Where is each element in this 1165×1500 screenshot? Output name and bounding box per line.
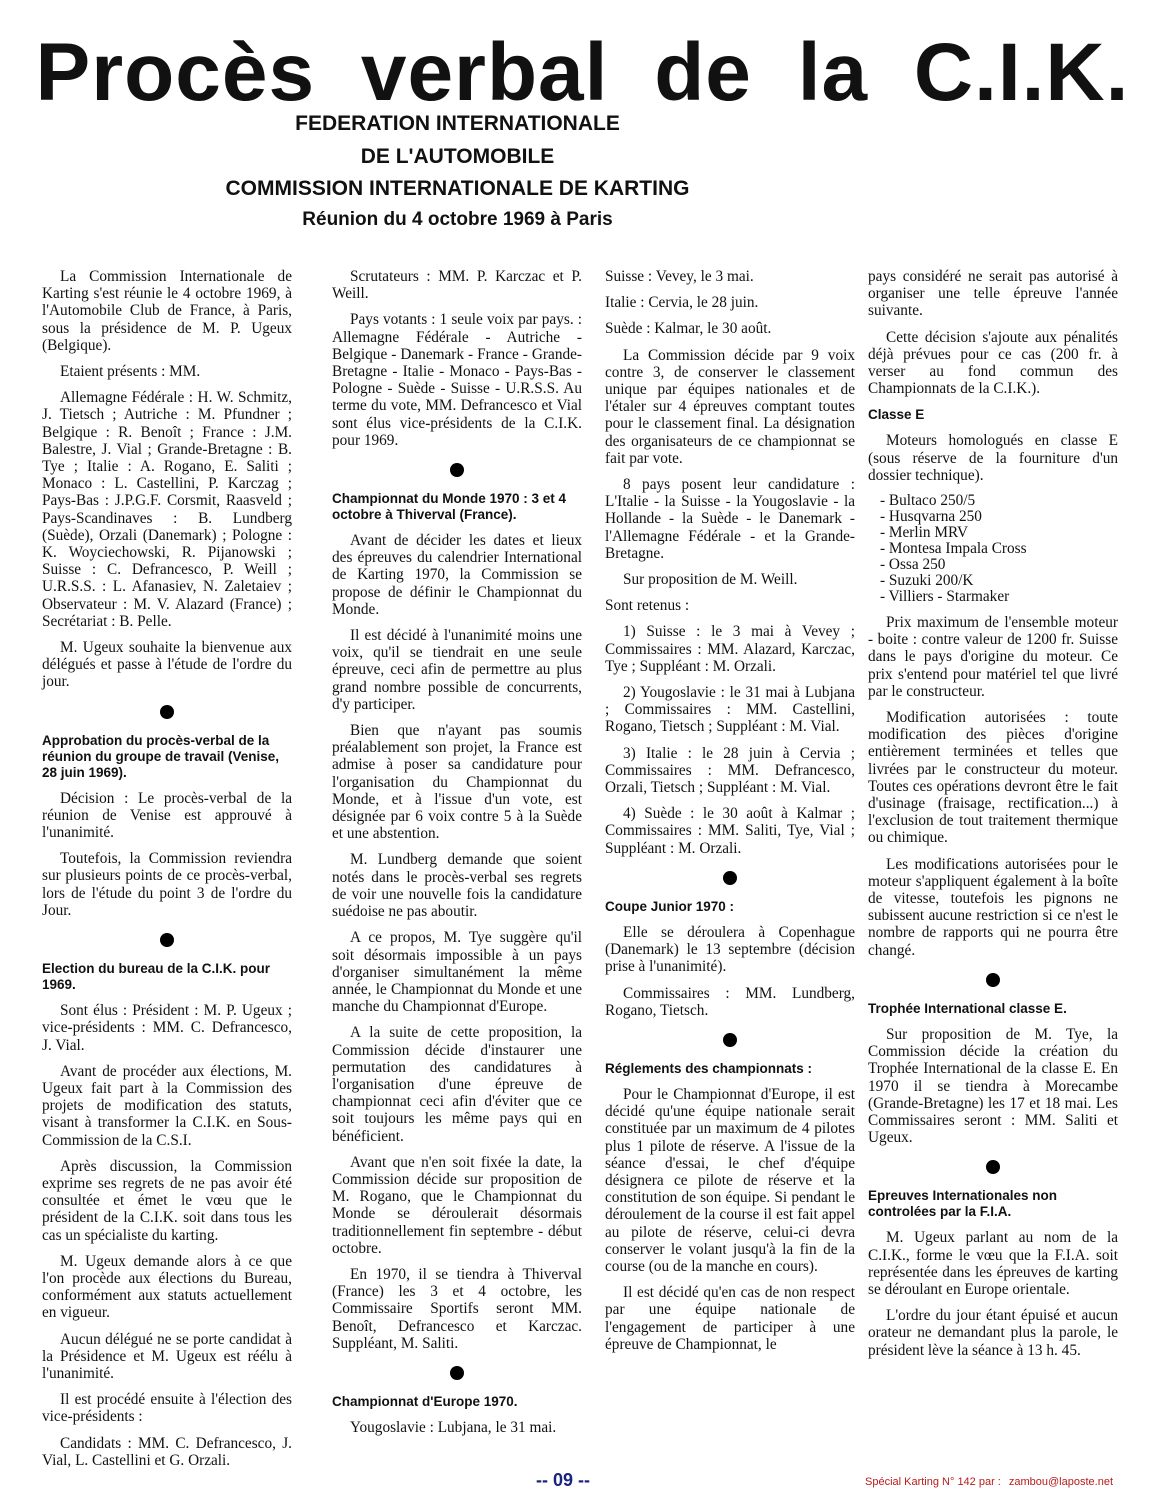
list-item: - Villiers - Starmaker xyxy=(880,588,1010,606)
paragraph: Candidats : MM. C. Defrancesco, J. Vial, L. Castellini et G. Orzali. xyxy=(42,1434,292,1469)
bullet-separator xyxy=(723,1033,737,1047)
paragraph: 4) Suède : le 30 août à Kalmar ; Commissaires : MM. Saliti, Tye, Vial ; Suppléant : M. Orzali. xyxy=(605,805,855,857)
paragraph: 8 pays posent leur candidature : L'Italie - la Suisse - la Yougoslavie - la Hollande - la Suède - le Danemark - l'Allemagne Fédérale - et la Grande-Bretagne. xyxy=(605,476,855,562)
paragraph: Moteurs homologués en classe E (sous réserve de la fourniture d'un dossier technique). xyxy=(868,432,1118,484)
list-item: - Merlin MRV xyxy=(880,524,969,542)
paragraph: Cette décision s'ajoute aux pénalités déjà prévues pour ce cas (200 fr. à verser au fond commun des Championnats de la C.I.K.). xyxy=(868,328,1118,398)
paragraph: Bien que n'ayant pas soumis préalablement son projet, la France est admise à poser sa candidature pour l'organisation du Championnat du Monde, et à l'issue d'un vote, est désignée par 6 voix contre 5 à la Suède et une abstention. xyxy=(332,722,582,843)
paragraph: Prix maximum de l'ensemble moteur - boite : contre valeur de 1200 fr. Suisse dans le pays d'origine du moteur. Ce prix s'entend pour matériel tel que livré par le constructeur. xyxy=(868,614,1118,700)
paragraph: L'ordre du jour étant épuisé et aucun orateur ne demandant plus la parole, le président lève la séance à 13 h. 45. xyxy=(868,1307,1118,1359)
credit-email: zambou@laposte.net xyxy=(1008,1476,1113,1488)
page-number: -- 09 -- xyxy=(536,1470,590,1490)
paragraph: La Commission Internationale de Karting s'est réunie le 4 octobre 1969, à l'Automobile Club de France, à Paris, sous la présidence de M. P. Ugeux (Belgique). xyxy=(42,268,292,354)
paragraph: Toutefois, la Commission reviendra sur plusieurs points de ce procès-verbal, lors de l'étude du point 3 de l'ordre du Jour. xyxy=(42,850,292,919)
section-heading: Trophée International classe E. xyxy=(868,1000,1067,1016)
paragraph: M. Ugeux souhaite la bienvenue aux délégués et passe à l'étude de l'ordre du jour. xyxy=(42,639,292,691)
column-2 xyxy=(332,268,582,1445)
paragraph: Sont élus : Président : M. P. Ugeux ; vice-présidents : MM. C. Defrancesco, J. Vial. xyxy=(42,1002,292,1054)
calendar-line: Suisse : Vevey, le 3 mai. xyxy=(605,268,754,285)
column-1 xyxy=(42,268,292,1478)
section-heading: Coupe Junior 1970 : xyxy=(605,898,735,914)
paragraph: Allemagne Fédérale : H. W. Schmitz, J. Tietsch ; Autriche : M. Pfundner ; Belgique : R. Benoît ; France : J.M. Balestre, J. Vial ; Grande-Bretagne : B. Tye ; Italie : A. Rogano, E. Saliti ; Monaco : L. Castellini, P. Karczag ; Pays-Bas : J.P.G.F. Corsmit, Raasveld ; Pays-Scandinaves : B. Lundberg (Suède), Orzali (Danemark) ; Pologne : K. Woyciechowski, R. Pijanowski ; Suisse : C. Defrancesco, P. Weill ; U.R.S.S. : L. Afanasiev, N. Zaletaiev ; Observateur : M. V. Alazard (France) ; Secrétariat : B. Pelle. xyxy=(42,389,292,630)
section-heading: Réglements des championnats : xyxy=(605,1060,813,1076)
paragraph: Sur proposition de M. Tye, la Commission décide la création du Trophée International de la classe E. En 1970 il se tiendra à Morecambe (Grande-Bretagne) les 17 et 18 mai. Les Commissaires seront : MM. Saliti et Ugeux. xyxy=(868,1025,1118,1147)
paragraph: Avant que n'en soit fixée la date, la Commission décide sur proposition de M. Rogano, que le Championnat du Monde se déroulerait désormais traditionnellement fin septembre - début octobre. xyxy=(332,1153,582,1257)
bullet-separator xyxy=(450,1366,464,1380)
paragraph: Aucun délégué ne se porte candidat à la Présidence et M. Ugeux est réélu à l'unanimité. xyxy=(42,1330,292,1382)
paragraph: A ce propos, M. Tye suggère qu'il soit désormais impossible à un pays d'organiser simultanément la même année, le Championnat du Monde et une manche du Championnat d'Europe. xyxy=(332,929,582,1016)
paragraph: 1) Suisse : le 3 mai à Vevey ; Commissaires : MM. Alazard, Karczac, Tye ; Suppléant : M. Orzali. xyxy=(605,623,855,675)
paragraph: Il est décidé à l'unanimité moins une voix, qu'il se tiendrait en une seule épreuve, ceci afin de permettre au plus grand nombre possible de concurrents, d'y participer. xyxy=(332,627,582,713)
paragraph: M. Ugeux demande alors à ce que l'on procède aux élections du Bureau, conformément aux statuts actuellement en vigueur. xyxy=(42,1252,292,1322)
bullet-separator xyxy=(723,871,737,885)
paragraph: Sont retenus : xyxy=(605,597,690,615)
section-heading: Approbation du procès-verbal de la réunion du groupe de travail (Venise, 28 juin 1969). xyxy=(42,732,280,780)
paragraph: Elle se déroulera à Copenhague (Danemark) le 13 septembre (décision prise à l'unanimité). xyxy=(605,923,855,976)
page-title: Procès verbal de la C.I.K. xyxy=(35,27,1130,118)
section-heading: Classe E xyxy=(868,407,925,423)
org-line-1: FEDERATION INTERNATIONALE xyxy=(295,112,620,135)
section-heading: Election du bureau de la C.I.K. pour 1969. xyxy=(42,961,271,993)
section-heading: Epreuves Internationales non controlées par la F.I.A. xyxy=(868,1188,1058,1220)
calendar-line: Suède : Kalmar, le 30 août. xyxy=(605,320,772,338)
org-line-2: DE L'AUTOMOBILE xyxy=(360,145,555,168)
paragraph: Avant de décider les dates et lieux des épreuves du calendrier International de Karting 1970, la Commission se propose de définir le Championnat du Monde. xyxy=(332,532,582,618)
paragraph: Pour le Championnat d'Europe, il est décidé qu'une équipe nationale serait constituée par un maximum de 4 pilotes plus 1 pilote de réserve. A l'issue de la séance d'essai, le chef d'équipe désignera ce pilote de réserve et la constitution de son équipe. Si pendant le déroulement de la course il est fait appel au pilote de réserve, celui-ci devra conserver le volant jusqu'à la fin de la course (ou de la manche en cours). xyxy=(605,1085,855,1275)
paragraph: Yougoslavie : Lubjana, le 31 mai. xyxy=(350,1418,557,1436)
list-item: - Suzuki 200/K xyxy=(880,572,974,590)
bullet-separator xyxy=(160,933,174,947)
paragraph: Modification autorisées : toute modification des pièces d'origine entièrement terminées et telles que livrées par le constructeur du moteur. Toutes ces opérations devront être le fait d'usinage (fraisage, rectification...) à l'exclusion de tout traitement thermique ou chimique. xyxy=(868,709,1118,847)
paragraph: Il est procédé ensuite à l'élection des vice-présidents : xyxy=(42,1391,292,1426)
paragraph: Après discussion, la Commission exprime ses regrets de ne pas avoir été consultée et émet le vœu que le président de la C.I.K. soit dans tous les cas un spécialiste du karting. xyxy=(42,1157,292,1244)
paragraph: M. Lundberg demande que soient notés dans le procès-verbal ses regrets de voir une nouvelle fois la candidature suédoise ne pas aboutir. xyxy=(332,851,582,921)
credit-text: Spécial Karting N° 142 par : xyxy=(865,1476,1001,1488)
paragraph: 2) Yougoslavie : le 31 mai à Lubjana ; Commissaires : MM. Castellini, Rogano, Tietsch ; Suppléant : M. Vial. xyxy=(605,684,855,736)
paragraph: M. Ugeux parlant au nom de la C.I.K., forme le vœu que la F.I.A. soit représentée dans les épreuves de karting se déroulant en Europe orientale. xyxy=(868,1229,1118,1298)
paragraph: Commissaires : MM. Lundberg, Rogano, Tietsch. xyxy=(605,984,855,1019)
org-line-3: COMMISSION INTERNATIONALE DE KARTING xyxy=(225,177,690,200)
list-item: - Bultaco 250/5 xyxy=(880,492,976,510)
bullet-separator xyxy=(986,1160,1000,1174)
list-item: - Montesa Impala Cross xyxy=(880,540,1027,558)
paragraph: La Commission décide par 9 voix contre 3, de conserver le classement unique par équipes nationales et de l'étaler sur 4 épreuves comptant toutes pour le classement final. La désignation des organisateurs de ce championnat se fait par vote. xyxy=(605,346,855,467)
paragraph: A la suite de cette proposition, la Commission décide d'instaurer une permutation des candidatures à l'organisation d'une épreuve de championnat ceci afin d'éviter que ce soit toujours les même pays qui en bénéficient. xyxy=(332,1024,582,1145)
paragraph: pays considéré ne serait pas autorisé à organiser une telle épreuve l'année suivante. xyxy=(868,268,1118,320)
paragraph: Avant de procéder aux élections, M. Ugeux fait part à la Commission des projets de modification des statuts, visant à transformer la C.I.K. en Sous-Commission de la C.S.I. xyxy=(42,1062,292,1149)
paragraph: En 1970, il se tiendra à Thiverval (France) les 3 et 4 octobre, les Commissaire Sportifs seront MM. Benoît, Defrancesco et Karczac. Suppléant, M. Saliti. xyxy=(332,1265,582,1352)
section-heading: Championnat du Monde 1970 : 3 et 4 octobre à Thiverval (France). xyxy=(332,491,567,523)
paragraph: Etaient présents : MM. xyxy=(60,363,201,381)
paragraph: Scrutateurs : MM. P. Karczac et P. Weill. xyxy=(332,268,582,303)
calendar-line: Italie : Cervia, le 28 juin. xyxy=(605,294,759,312)
paragraph: Sur proposition de M. Weill. xyxy=(623,571,798,589)
paragraph: Décision : Le procès-verbal de la réunion de Venise est approuvé à l'unanimité. xyxy=(42,789,292,842)
column-4 xyxy=(868,268,1118,1368)
meeting-date: Réunion du 4 octobre 1969 à Paris xyxy=(302,209,613,230)
bullet-separator xyxy=(450,463,464,477)
paragraph: Il est décidé qu'en cas de non respect par une équipe nationale de l'engagement de participer à une épreuve de Championnat, le xyxy=(605,1284,855,1353)
bullet-separator xyxy=(986,973,1000,987)
bullet-separator xyxy=(160,705,174,719)
column-3 xyxy=(605,268,855,1362)
engine-list xyxy=(880,493,1118,605)
paragraph: Pays votants : 1 seule voix par pays. : Allemagne Fédérale - Autriche - Belgique - Danemark - France - Grande-Bretagne - Italie - Monaco - Pays-Bas - Pologne - Suède - Suisse - U.R.S.S. Au terme du vote, MM. Defrancesco et Vial sont élus vice-présidents de la C.I.K. pour 1969. xyxy=(332,311,582,449)
paragraph: 3) Italie : le 28 juin à Cervia ; Commissaires : MM. Defrancesco, Orzali, Tietsch ; Suppléant : M. Vial. xyxy=(605,744,855,797)
list-item: - Husqvarna 250 xyxy=(880,508,982,526)
list-item: - Ossa 250 xyxy=(880,556,946,574)
footer-credit xyxy=(865,1476,1113,1488)
section-heading: Championnat d'Europe 1970. xyxy=(332,1393,518,1409)
paragraph: Les modifications autorisées pour le moteur s'appliquent également à la boîte de vitesse, toutefois les pignons ne subissent aucune restriction si ce n'est le nombre de rapports qui ne pourra être changé. xyxy=(868,855,1118,959)
